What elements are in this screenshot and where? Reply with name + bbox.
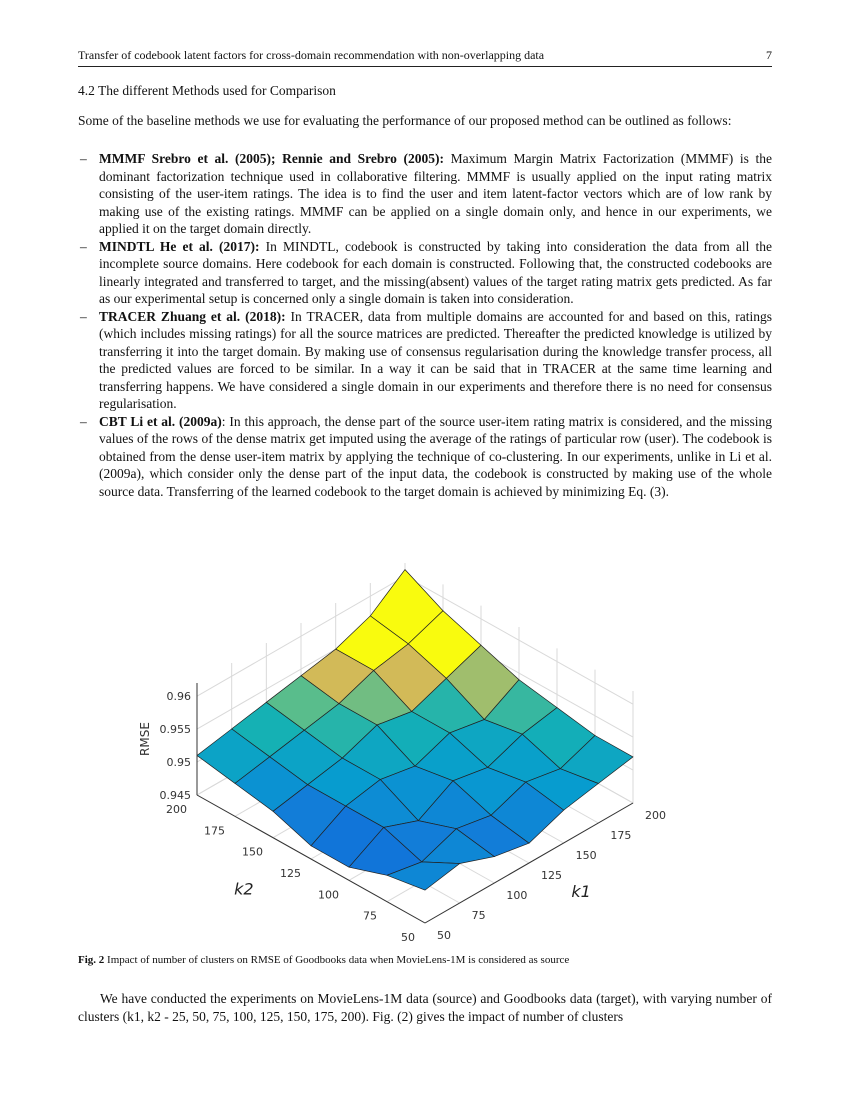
caption-text: Impact of number of clusters on RMSE of Goodbooks data when MovieLens-1M is considered as source bbox=[104, 954, 570, 966]
k1-tick-label: 50 bbox=[437, 929, 451, 942]
closing-paragraph: We have conducted the experiments on MovieLens-1M data (source) and Goodbooks data (target), with varying number of clusters (k1, k2 - 25, 50, 75, 100, 125, 150, 175, 200). Fig. (2) gives the impact of number of clusters bbox=[78, 991, 772, 1024]
method-text: Maximum Margin Matrix Factorization (MMMF) is the dominant factorization technique used in collaborative filtering. MMMF is usually applied on the input rating matrix consisting of the user-item ratings. The idea is to find the user and item latent-factor vectors which are of low rank by making use of the existing ratings. MMMF can be applied on a single domain only, and hence in our experiments, we applied it on the target domain directly. bbox=[99, 151, 772, 236]
k1-tick-label: 200 bbox=[645, 809, 666, 822]
method-text: In TRACER, data from multiple domains are accounted for and based on this, ratings (which includes missing ratings) for all the source matrices are predicted. Thereafter the predicted knowledge is utilized by transferring it into the target domain. By making use of consensus regularisation during the knowledge transfer process, all the predicted values are forced to be similar. In a way it can be said that in TRACER at the same time learning and transferring happens. We have considered a single domain in our experiments and therefore there is no need for consensus regularisation. bbox=[99, 308, 772, 411]
method-text: : In this approach, the dense part of the source user-item rating matrix is considered, and the missing values of the rows of the dense matrix get imputed using the average of the ratings of particular row (user). The codebook is obtained from the dense user-item matrix by applying the technique of co-clustering. In our experiments, unlike in Li et al. (2009a), which consider only the dense part of the input data, the codebook is constructed by making use of the whole source data. Transferring of the learned codebook to the target domain is achieved by minimizing Eq. (3). bbox=[99, 413, 772, 499]
k1-tick-label: 150 bbox=[575, 849, 597, 862]
k1-tick-label: 125 bbox=[541, 869, 562, 882]
k1-tick-label: 75 bbox=[471, 909, 486, 922]
k2-tick-label: 75 bbox=[363, 909, 377, 923]
z-tick-label: 0.95 bbox=[166, 756, 191, 770]
k2-tick-label: 50 bbox=[401, 931, 415, 944]
method-text: In MINDTL, codebook is constructed by taking into consideration the data from all the incomplete source domains. Here codebook for each domain is constructed. Following that, the constructed codebooks are linearly integrated and transferred to target, and the missing(absent) values of the target rating matrix gets predicted. As far as our experimental setup is concerned only a single domain is taken into consideration. bbox=[99, 238, 772, 306]
figure-caption bbox=[78, 954, 772, 966]
caption-label: Fig. 2 bbox=[78, 954, 105, 966]
k1-tick-label: 175 bbox=[610, 829, 632, 842]
k1-tick-label: 100 bbox=[506, 889, 528, 902]
intro-paragraph: Some of the baseline methods we use for evaluating the performance of our proposed method can be outlined as follows: bbox=[78, 113, 732, 128]
z-axis-label: RMSE bbox=[138, 722, 152, 756]
method-name: TRACER Zhuang et al. (2018): bbox=[99, 308, 286, 324]
method-item-mmmf: – MMMF Srebro et al. (2005); Rennie and Srebro (2005): Maximum Margin Matrix Factorization (MMMF) is the dominant factorization technique used in collaborative filtering. MMMF is usually applied on the input rating matrix consisting of the user-item ratings. The idea is to find the user and item latent-factor vectors which are of low rank by making use of the existing ratings. MMMF can be applied on a single domain only, and hence in our experiments, we applied it on the target domain directly. bbox=[80, 151, 772, 236]
method-name: MMMF Srebro et al. (2005); Rennie and Srebro (2005): bbox=[99, 151, 444, 166]
method-item-cbt: – CBT Li et al. (2009a): In this approach, the dense part of the source user-item rating matrix is considered, and the missing values of the rows of the dense matrix get imputed using the average of the ratings of particular row (user). The codebook is obtained from the dense user-item matrix by applying the technique of co-clustering. In our experiments, unlike in Li et al. (2009a), which consider only the dense part of the input data, the codebook is constructed by making use of the whole source data. Transferring of the learned codebook to the target domain is achieved by minimizing Eq. (3). bbox=[80, 413, 772, 499]
method-item-mindtl: – MINDTL He et al. (2017): In MINDTL, codebook is constructed by taking into consideration the data from all the incomplete source domains. Here codebook for each domain is constructed. Following that, the constructed codebooks are linearly integrated and transferred to target, and the missing(absent) values of the target rating matrix gets predicted. As far as our experimental setup is concerned only a single domain is taken into consideration. bbox=[80, 238, 772, 306]
running-header bbox=[78, 44, 772, 67]
z-tick-label: 0.96 bbox=[166, 690, 191, 704]
methods-list bbox=[78, 150, 772, 500]
k2-tick-label: 175 bbox=[204, 824, 225, 838]
method-name: MINDTL He et al. (2017): bbox=[99, 238, 260, 254]
section-heading: 4.2 The different Methods used for Comparison bbox=[78, 83, 336, 98]
k2-tick-label: 150 bbox=[242, 845, 263, 859]
k2-axis-label: k2 bbox=[234, 879, 254, 899]
z-tick-label: 0.955 bbox=[159, 723, 191, 737]
k1-axis-label: k1 bbox=[571, 882, 591, 901]
k2-tick-label: 100 bbox=[318, 888, 339, 902]
rmse-surface-plot bbox=[138, 645, 680, 945]
surface-layer bbox=[197, 570, 633, 891]
method-item-tracer: – TRACER Zhuang et al. (2018): In TRACER, data from multiple domains are accounted for and based on this, ratings (which includes missing ratings) for all the source matrices are predicted. Thereafter the predicted knowledge is utilized by transferring it into the target domain. By making use of consensus regularisation during the knowledge transfer process, all the predicted values are forced to be similar. In a way it can be said that in TRACER at the same time learning and transferring happens. We have considered a single domain in our experiments and therefore there is no need for consensus regularisation. bbox=[80, 308, 772, 411]
k2-tick-label: 200 bbox=[166, 803, 187, 816]
page-number: 7 bbox=[766, 48, 772, 62]
z-tick-label: 0.945 bbox=[159, 789, 191, 802]
k2-tick-label: 125 bbox=[280, 867, 301, 880]
method-name: CBT Li et al. (2009a) bbox=[99, 413, 222, 429]
running-title: Transfer of codebook latent factors for cross-domain recommendation with non-overlapping data bbox=[78, 48, 545, 62]
